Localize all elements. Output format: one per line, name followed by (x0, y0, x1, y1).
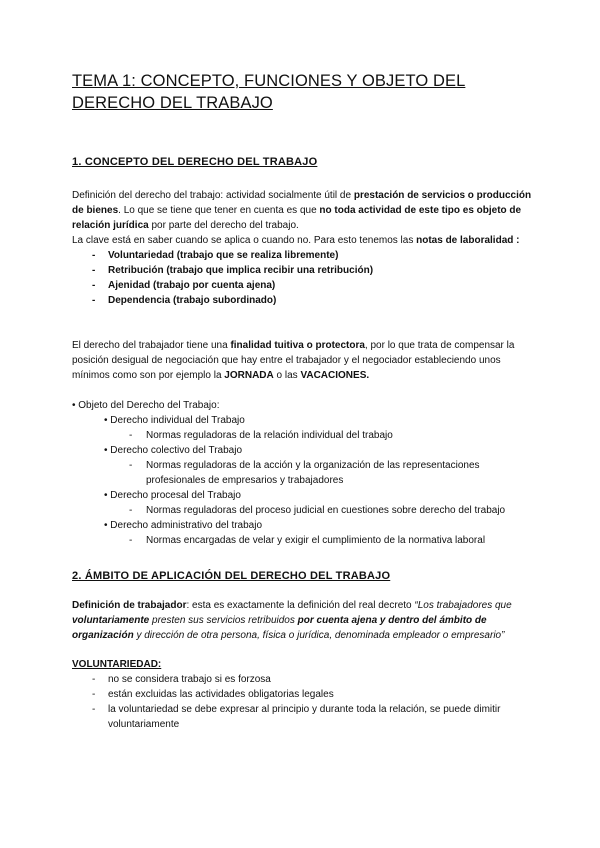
bold-italic-text: voluntariamente (72, 615, 150, 626)
voluntariedad-list (72, 672, 532, 732)
list-item: - la voluntariedad se debe expresar al principio y durante toda la relación, se puede dimitir voluntariamente (92, 702, 532, 732)
text: , por lo que trata de compensar la posición desigual de negociación que hay entre el trabajador y el negociador estableciendo unos mínimos como son por ejemplo la (72, 340, 515, 381)
list-item: - Normas reguladoras de la acción y la organización de las representaciones profesionales de empresarios y trabajadores (72, 458, 532, 488)
italic-text: “Los trabajadores que (414, 600, 512, 611)
title-line-1: TEMA 1: CONCEPTO, FUNCIONES Y OBJETO DEL (72, 72, 466, 90)
list-item: - están excluidas las actividades obligatorias legales (92, 687, 532, 702)
italic-text: presten sus servicios retribuidos (149, 615, 298, 626)
title-line-2: DERECHO DEL TRABAJO (72, 94, 273, 112)
definition-paragraph (72, 188, 532, 233)
bold-text: VACACIONES. (300, 370, 370, 381)
bold-italic-text: por cuenta ajena y dentro del ámbito de organización (72, 615, 487, 641)
objeto-title: • Objeto del Derecho del Trabajo: (72, 400, 220, 411)
trabajador-definition (72, 598, 532, 643)
list-item: • Derecho procesal del Trabajo (104, 490, 241, 501)
list-item: • Derecho administrativo del trabajo (104, 520, 263, 531)
bold-text: finalidad tuitiva o protectora (230, 340, 365, 351)
text: Definición del derecho del trabajo: actividad socialmente útil de (72, 190, 354, 201)
list-item: - no se considera trabajo si es forzosa (92, 672, 532, 687)
text: . Lo que se tiene que tener en cuenta es que (118, 205, 320, 216)
bold-text: Definición de trabajador (72, 600, 187, 611)
list-item: - Normas reguladoras del proceso judicial en cuestiones sobre derecho del trabajo (72, 503, 532, 518)
text: por parte del derecho del trabajo. (148, 220, 299, 231)
section-2-heading: 2. ÁMBITO DE APLICACIÓN DEL DERECHO DEL TRABAJO (72, 570, 391, 582)
list-item: - Normas encargadas de velar y exigir el cumplimiento de la normativa laboral (72, 533, 532, 548)
notas-list (72, 248, 532, 308)
bold-text: notas de laboralidad : (416, 235, 520, 246)
text: : esta es exactamente la definición del real decreto (186, 600, 415, 611)
bold-text: prestación de servicios o producción de bienes (72, 190, 532, 216)
list-item: - Dependencia (trabajo subordinado) (92, 293, 532, 308)
list-item: • Derecho individual del Trabajo (104, 415, 245, 426)
finalidad-paragraph (72, 338, 532, 383)
text: La clave está en saber cuando se aplica o cuando no. Para esto tenemos las (72, 235, 417, 246)
text: o las (273, 370, 301, 381)
bold-text: JORNADA (224, 370, 274, 381)
voluntariedad-title: VOLUNTARIEDAD: (72, 659, 162, 670)
list-item: - Retribución (trabajo que implica recibir una retribución) (92, 263, 532, 278)
italic-text: y dirección de otra persona, física o jurídica, denominada empleador o empresario” (133, 630, 505, 641)
list-item: - Ajenidad (trabajo por cuenta ajena) (92, 278, 532, 293)
laboralidad-paragraph (72, 233, 532, 248)
list-item: - Normas reguladoras de la relación individual del trabajo (72, 428, 532, 443)
bold-text: no toda actividad de este tipo es objeto de relación jurídica (72, 205, 522, 231)
section-1-heading: 1. CONCEPTO DEL DERECHO DEL TRABAJO (72, 156, 318, 168)
objeto-list (72, 413, 532, 548)
document-page (72, 70, 532, 732)
list-item: • Derecho colectivo del Trabajo (104, 445, 243, 456)
document-title (72, 70, 532, 114)
text: El derecho del trabajador tiene una (72, 340, 231, 351)
list-item: - Voluntariedad (trabajo que se realiza libremente) (92, 248, 532, 263)
